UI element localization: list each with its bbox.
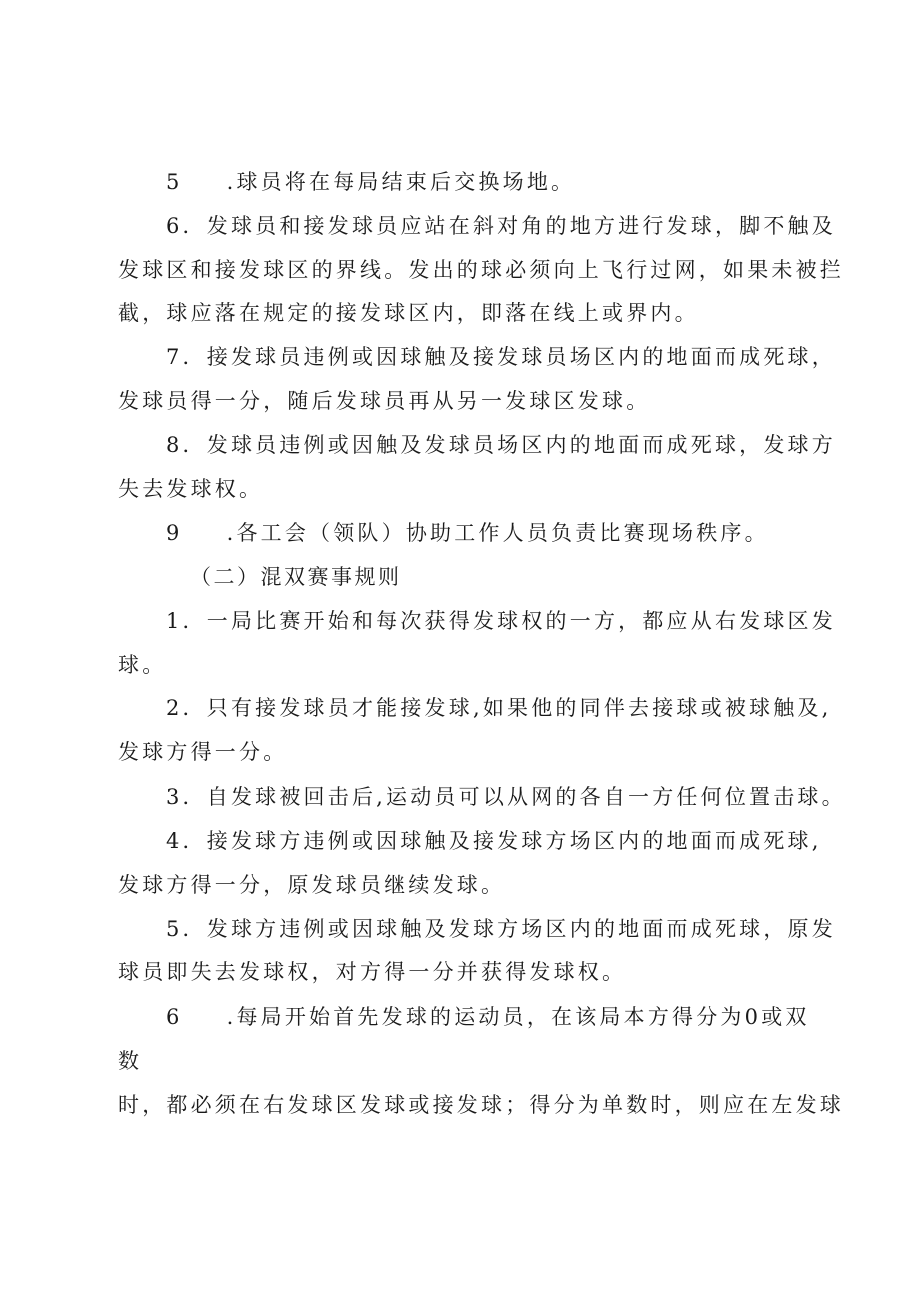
line-text: 8．发球员违例或因触及发球员场区内的地面而成死球，发球方 [166, 433, 836, 457]
line-text: 3．自发球被回击后,运动员可以从网的各自一方任何位置击球。 [166, 785, 846, 809]
mixed-rule-6-line-3 [118, 1090, 844, 1120]
rule-9-line [166, 518, 769, 548]
mixed-rule-1-line-2 [118, 650, 166, 680]
rule-8-line-1 [166, 430, 836, 460]
line-text: 失去发球权。 [118, 477, 264, 501]
line-text: 4．接发球方违例或因球触及接发球方场区内的地面而成死球, [166, 829, 822, 853]
line-text: 发球员得一分，随后发球员再从另一发球区发球。 [118, 389, 651, 413]
heading-text: （二）混双赛事规则 [190, 565, 402, 589]
line-text: 2．只有接发球员才能接发球,如果他的同伴去接球或被球触及, [166, 696, 832, 720]
mixed-rule-5-line-2 [118, 957, 626, 987]
rule-7-line-1 [166, 342, 836, 372]
item-number: 6 [166, 1005, 183, 1029]
mixed-rule-5-line-1 [166, 914, 836, 944]
line-text: 7．接发球员违例或因球触及接发球员场区内的地面而成死球， [166, 345, 836, 369]
line-text: 5．发球方违例或因球触及发球方场区内的地面而成死球，原发 [166, 917, 836, 941]
line-text: .球员将在每局结束后交换场地。 [226, 170, 576, 194]
mixed-rule-3-line [166, 782, 846, 812]
section-heading [190, 562, 402, 592]
mixed-rule-4-line-2 [118, 870, 505, 900]
item-number: 9 [166, 521, 183, 545]
line-text: 6．发球员和接发球员应站在斜对角的地方进行发球，脚不触及 [166, 214, 836, 238]
rule-8-line-2 [118, 474, 263, 504]
item-number: 5 [166, 170, 183, 194]
rule-6-line-3 [118, 298, 699, 328]
line-text: .每局开始首先发球的运动员，在该局本方得分为0或双 [226, 1005, 810, 1029]
line-text: 发球区和接发球区的界线。发出的球必须向上飞行过网，如果未被拦 [118, 258, 844, 282]
mixed-rule-6-line-1 [166, 1002, 810, 1032]
line-text: 球。 [118, 653, 167, 677]
line-text: 发球方得一分。 [118, 740, 288, 764]
mixed-rule-2-line-2 [118, 737, 287, 767]
line-text: 数 [118, 1049, 143, 1073]
mixed-rule-1-line-1 [166, 606, 836, 636]
line-text: 时，都必须在右发球区发球或接发球；得分为单数时，则应在左发球 [118, 1093, 844, 1117]
line-text: 截，球应落在规定的接发球区内，即落在线上或界内。 [118, 301, 699, 325]
mixed-rule-4-line-1 [166, 826, 822, 856]
line-text: 球员即失去发球权，对方得一分并获得发球权。 [118, 960, 627, 984]
line-text: .各工会（领队）协助工作人员负责比赛现场秩序。 [226, 521, 769, 545]
rule-6-line-2 [118, 255, 844, 285]
rule-5-line [166, 167, 575, 197]
line-text: 1．一局比赛开始和每次获得发球权的一方，都应从右发球区发 [166, 609, 836, 633]
mixed-rule-2-line-1 [166, 693, 832, 723]
rule-6-line-1 [166, 211, 836, 241]
rule-7-line-2 [118, 386, 650, 416]
mixed-rule-6-line-2 [118, 1046, 142, 1076]
line-text: 发球方得一分，原发球员继续发球。 [118, 873, 506, 897]
